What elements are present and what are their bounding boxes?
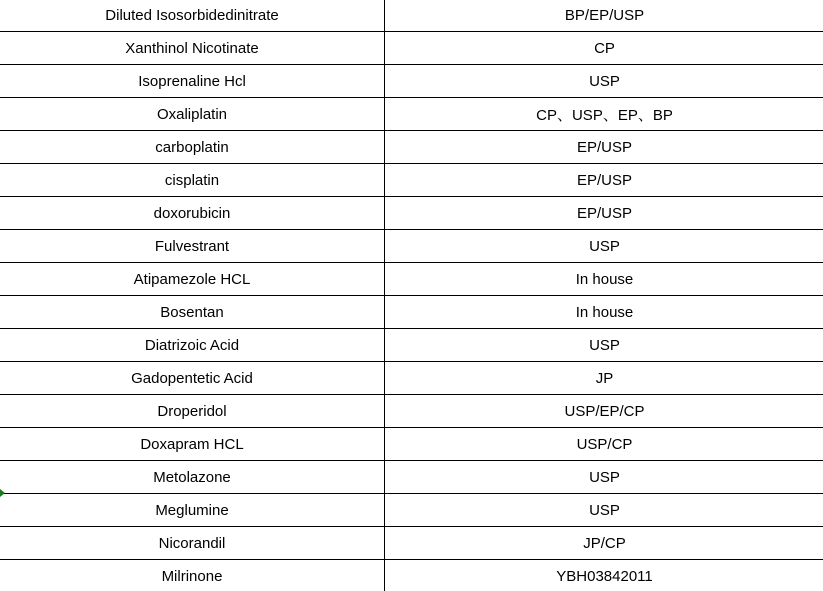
- table-row: [0, 329, 823, 362]
- standard-cell[interactable]: EP/USP: [385, 197, 823, 230]
- product-name-cell[interactable]: Isoprenaline Hcl: [0, 65, 385, 98]
- standard-cell[interactable]: USP/CP: [385, 428, 823, 461]
- product-name-cell[interactable]: Doxapram HCL: [0, 428, 385, 461]
- product-name-cell[interactable]: Metolazone: [0, 461, 385, 494]
- standard-cell[interactable]: EP/USP: [385, 164, 823, 197]
- product-name-cell[interactable]: Meglumine: [0, 494, 385, 527]
- product-name-cell[interactable]: Xanthinol Nicotinate: [0, 32, 385, 65]
- product-name-cell[interactable]: Atipamezole HCL: [0, 263, 385, 296]
- table-row: [0, 65, 823, 98]
- standard-cell[interactable]: JP/CP: [385, 527, 823, 560]
- standard-cell[interactable]: USP: [385, 461, 823, 494]
- table-row: [0, 164, 823, 197]
- standard-cell[interactable]: USP: [385, 230, 823, 263]
- standard-cell[interactable]: In house: [385, 263, 823, 296]
- product-name-cell[interactable]: Oxaliplatin: [0, 98, 385, 131]
- table-row: [0, 197, 823, 230]
- product-name-cell[interactable]: Fulvestrant: [0, 230, 385, 263]
- product-name-cell[interactable]: Diluted Isosorbidedinitrate: [0, 0, 385, 32]
- table-row: [0, 527, 823, 560]
- table-row: [0, 494, 823, 527]
- standard-cell[interactable]: USP: [385, 494, 823, 527]
- product-name-cell[interactable]: Nicorandil: [0, 527, 385, 560]
- standard-cell[interactable]: In house: [385, 296, 823, 329]
- product-name-cell[interactable]: cisplatin: [0, 164, 385, 197]
- standard-cell[interactable]: JP: [385, 362, 823, 395]
- standard-cell[interactable]: CP: [385, 32, 823, 65]
- table-row: [0, 230, 823, 263]
- table-row: [0, 0, 823, 32]
- product-name-cell[interactable]: Diatrizoic Acid: [0, 329, 385, 362]
- standard-cell[interactable]: USP/EP/CP: [385, 395, 823, 428]
- standard-cell[interactable]: YBH03842011: [385, 560, 823, 591]
- table-row: [0, 428, 823, 461]
- product-name-cell[interactable]: doxorubicin: [0, 197, 385, 230]
- product-name-cell[interactable]: Gadopentetic Acid: [0, 362, 385, 395]
- standard-cell[interactable]: CP、USP、EP、BP: [385, 98, 823, 131]
- table-row: [0, 296, 823, 329]
- table-row: [0, 32, 823, 65]
- product-name-cell[interactable]: Milrinone: [0, 560, 385, 591]
- table-row: [0, 395, 823, 428]
- product-name-cell[interactable]: Bosentan: [0, 296, 385, 329]
- table-row: [0, 461, 823, 494]
- product-name-cell[interactable]: carboplatin: [0, 131, 385, 164]
- table-row: [0, 560, 823, 591]
- standard-cell[interactable]: USP: [385, 329, 823, 362]
- error-indicator-icon: [0, 489, 5, 497]
- standard-cell[interactable]: BP/EP/USP: [385, 0, 823, 32]
- table-row: [0, 362, 823, 395]
- table-row: [0, 98, 823, 131]
- table-row: [0, 131, 823, 164]
- table-row: [0, 263, 823, 296]
- product-name-cell[interactable]: Droperidol: [0, 395, 385, 428]
- standard-cell[interactable]: EP/USP: [385, 131, 823, 164]
- standard-cell[interactable]: USP: [385, 65, 823, 98]
